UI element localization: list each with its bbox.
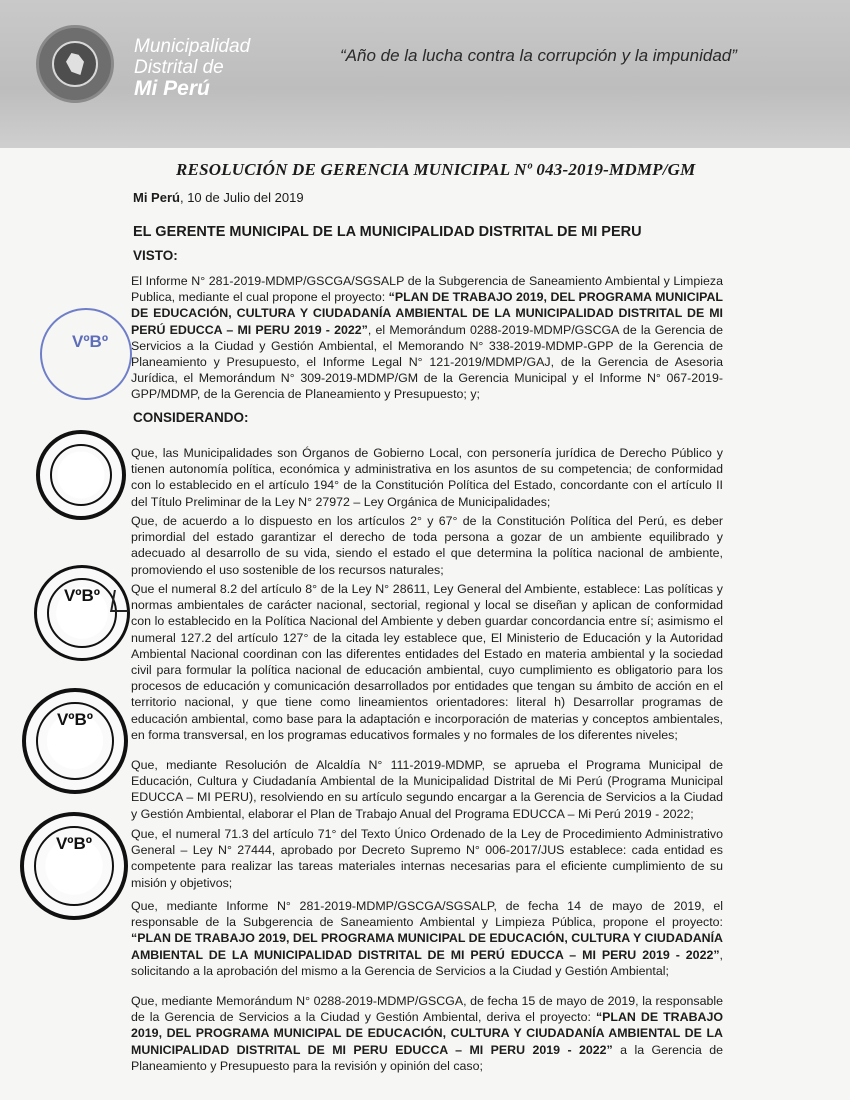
approval-stamp-servicios [22, 688, 128, 794]
brand-line-1: Municipalidad [134, 36, 251, 57]
visto-heading: VISTO: [133, 248, 178, 263]
considerando-paragraph-1: Que, las Municipalidades son Órganos de Gobierno Local, con personería jurídica de Derecho Público y tienen autonomía política, económica y administrativa en los asuntos de su competencia; de conformidad con lo establecido en el artículo 194° de la Constitución Política del Estado, concordante con el artículo II del Título Preliminar de la Ley N° 27972 – Ley Orgánica de Municipalidades; [131, 446, 723, 509]
considerando-paragraph-5: Que, el numeral 71.3 del artículo 71° del Texto Único Ordenado de la Ley de Procedimiento Administrativo General – Ley N° 27444, aprobado por Decreto Supremo N° 006-2017/JUS establece: cada entidad es competente para realizar las tareas materiales internas necesarias para el eficiente cumplimiento de su misión y objetivos; [131, 827, 723, 890]
stamp-vb-text: VºBº [72, 332, 109, 351]
visto-text-2: , el Memorándum 0288-2019-MDMP/GSCGA de la Gerencia de Servicios a la Ciudad y Gestión Ambiental, el Memorando N° 338-2019-MDMP-GPP de la Gerencia de Planeamiento y Presupuesto, el Informe Legal N° 121-2019/MDMP/GAJ, de la Gerencia de Asesoria Jurídica, el Memorándum N° 309-2019-MDMP/GM de la Gerencia Municipal y el Informe N° 067-2019-GPP/MDMP, de la Gerencia de Planeamiento y Presupuesto; y; [131, 322, 723, 402]
stamp-vb-text: VºBº [56, 710, 94, 729]
considerando-paragraph-7 [131, 993, 723, 1074]
considerando-heading: CONSIDERANDO: [133, 410, 249, 425]
place-date [133, 190, 304, 205]
considerando-paragraph-4: Que, mediante Resolución de Alcaldía N° 111-2019-MDMP, se aprueba el Programa Municipal de Educación, Cultura y Ciudadanía Ambiental de la Municipalidad Distrital de Mi Perú (Programa Municipal EDUCCA – MI PERU), resolviendo en su artículo segundo encargar a la Gerencia de Servicios a la Ciudad y Gestión Ambiental, elaborar el Plan de Trabajo Anual del Programa EDUCCA – Mi Perú 2019 - 2022; [131, 758, 723, 821]
brand-line-3: Mi Perú [134, 77, 210, 100]
brand-line-2: Distrital de [134, 57, 224, 78]
approval-stamp-saneamiento [20, 812, 128, 920]
p7-text-2: a la Gerencia de Planeamiento y Presupuesto para la revisión y opinión del caso; [131, 1042, 723, 1073]
p6-project-name: “PLAN DE TRABAJO 2019, DEL PROGRAMA MUNICIPAL DE EDUCACIÓN, CULTURA Y CIUDADANÍA AMBIENTAL DE LA MUNICIPALIDAD DISTRITAL DE MI PERÚ EDUCCA – MI PERU 2019 - 2022” [131, 931, 723, 962]
approval-stamp-planeamiento [34, 565, 130, 661]
stamp-vb-text: VºBº [55, 834, 93, 853]
visto-text-1: El Informe N° 281-2019-MDMP/GSCGA/SGSALP de la Subgerencia de Saneamiento Ambiental y Limpieza Publica, mediante el cual propone el proyecto: [131, 274, 723, 305]
p6-text-2: , solicitando a la aprobación del mismo a la Gerencia de Servicios a la Ciudad y Gestión Ambiental; [131, 947, 723, 978]
visto-paragraph [131, 273, 723, 403]
approval-stamp-blue [40, 308, 132, 400]
visto-project-name: “PLAN DE TRABAJO 2019, DEL PROGRAMA MUNICIPAL DE EDUCACIÓN, CULTURA Y CIUDADANÍA AMBIENTAL DE LA MUNICIPALIDAD DISTRITAL DE MI PERÚ EDUCCA – MI PERU 2019 - 2022” [131, 290, 723, 337]
stamp-vb-text: VºBº [63, 586, 101, 605]
considerando-paragraph-3: Que el numeral 8.2 del artículo 8° de la Ley N° 28611, Ley General del Ambiente, establece: Las políticas y normas ambientales de carácter nacional, sectorial, regional y local se diseñan y aplican de conformidad con lo establecido en la Política Nacional del Ambiente y deben guardar concordancia entre sí; asimismo el numeral 127.2 del artículo 127° de la citada ley establece que, El Ministerio de Educación y la Autoridad Ambiental Nacional coordinan con las diferentes entidades del Estado en materia ambiental y la sociedad civil para formular la política nacional de educación ambiental, cuyo cumplimiento es obligatorio para los procesos de educación y comunicación desarrollados por entidades que tengan su ámbito de acción en el territorio nacional, y que tiene como lineamientos orientadores: literal h) Desarrollar programas de educación ambiental, como base para la adaptación e incorporación de materias y conceptos ambientales, en forma transversal, en los programas educativos formales y no formales de los diferentes niveles; [131, 582, 723, 742]
issuing-authority: EL GERENTE MUNICIPAL DE LA MUNICIPALIDAD DISTRITAL DE MI PERU [133, 224, 642, 240]
place: Mi Perú [133, 190, 180, 205]
considerando-paragraph-2: Que, de acuerdo a lo dispuesto en los artículos 2° y 67° de la Constitución Política del Perú, es deber primordial del estado garantizar el derecho de toda persona a gozar de un ambiente equilibrado y adecuado al desarrollo de su vida, siendo el estado el que determina la política nacional de ambiente, promoviendo el uso sostenible de los recursos naturales; [131, 514, 723, 577]
considerando-paragraph-6 [131, 898, 723, 979]
resolution-title: RESOLUCIÓN DE GERENCIA MUNICIPAL Nº 043-2019-MDMP/GM [176, 160, 696, 179]
p7-text-1: Que, mediante Memorándum N° 0288-2019-MDMP/GSCGA, de fecha 15 de mayo de 2019, la responsable de la Gerencia de Servicios a la Ciudad y Gestión Ambiental, deriva el proyecto: [131, 994, 723, 1025]
approval-stamp-round [36, 430, 126, 520]
date: , 10 de Julio del 2019 [179, 190, 304, 205]
p7-project-name: “PLAN DE TRABAJO 2019, DEL PROGRAMA MUNICIPAL DE EDUCACIÓN, CULTURA Y CIUDADANÍA AMBIENTAL DE LA MUNICIPALIDAD DISTRITAL DE MI PERU EDUCCA – MI PERU 2019 - 2022” [131, 1010, 724, 1057]
year-motto: “Año de la lucha contra la corrupción y la impunidad” [340, 46, 737, 65]
p6-text-1: Que, mediante Informe N° 281-2019-MDMP/GSCGA/SGSALP, de fecha 14 de mayo de 2019, el responsable de la Subgerencia de Saneamiento Ambiental y Limpieza Pública, propone el proyecto: [131, 899, 723, 930]
